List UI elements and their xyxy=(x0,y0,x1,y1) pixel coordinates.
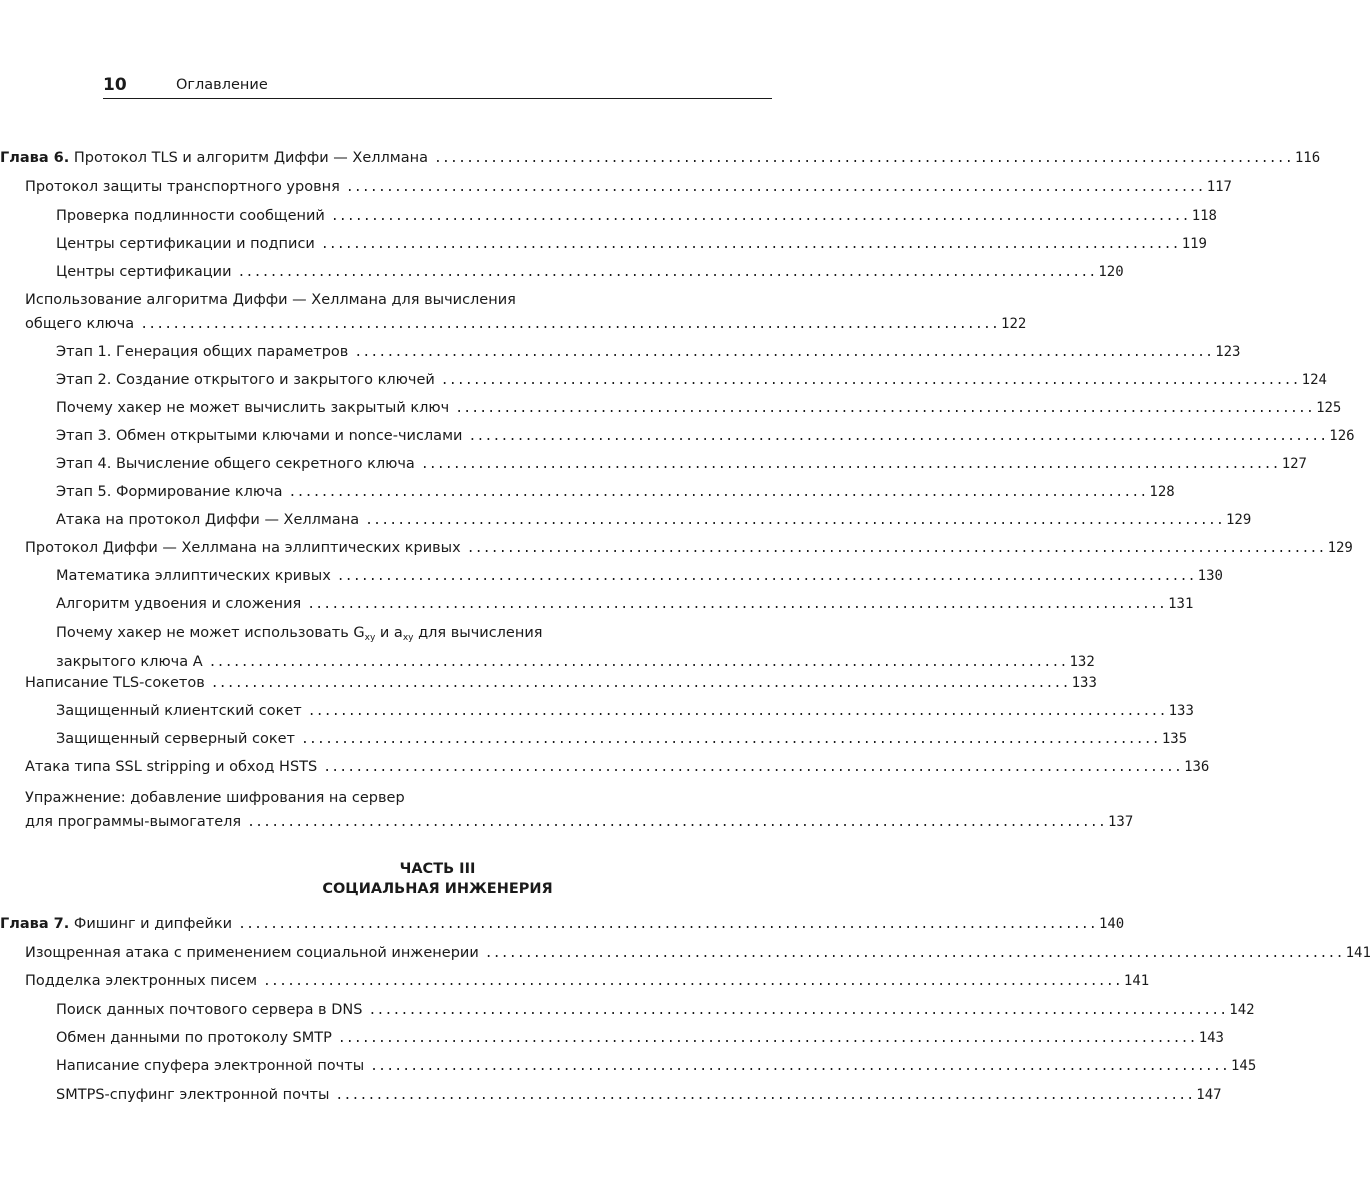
entry-title: Защищенный клиентский сокет xyxy=(56,703,302,719)
page-ref: 141 xyxy=(1123,973,1150,989)
dot-leader: ........................................................................................................... xyxy=(368,1003,1228,1018)
entry-title: Фишинг и дипфейки xyxy=(73,916,233,932)
page-ref: 125 xyxy=(1316,400,1342,416)
page-ref: 132 xyxy=(1069,654,1095,670)
entry-title: Подделка электронных писем xyxy=(25,973,258,989)
entry-title: Написание TLS-сокетов xyxy=(25,675,205,691)
entry-title: общего ключа xyxy=(25,316,135,332)
toc-entry[interactable] xyxy=(0,367,1327,394)
dot-leader: ........................................................................................................... xyxy=(484,946,1344,961)
dot-leader: ........................................................................................................... xyxy=(320,237,1180,252)
page-ref: 145 xyxy=(1231,1058,1257,1074)
page-ref: 122 xyxy=(1001,316,1027,332)
toc-entry[interactable] xyxy=(0,288,1027,337)
page-ref: 127 xyxy=(1281,456,1307,472)
running-title: Оглавление xyxy=(176,77,268,93)
toc-entry[interactable] xyxy=(0,670,1097,697)
toc-entry[interactable] xyxy=(0,997,1255,1024)
toc-entry[interactable] xyxy=(0,479,1175,506)
dot-leader: ........................................................................................................... xyxy=(263,974,1122,989)
toc-entry-chapter-6[interactable] xyxy=(0,145,1321,172)
dot-leader: ........................................................................................................... xyxy=(370,1059,1229,1074)
dot-leader: ........................................................................................................... xyxy=(288,485,1148,500)
toc-entry[interactable] xyxy=(0,423,1355,450)
dot-leader: ........................................................................................................... xyxy=(140,317,1000,332)
entry-title: Поиск данных почтового сервера в DNS xyxy=(56,1002,363,1018)
dot-leader: ........................................................................................................... xyxy=(247,815,1106,830)
entry-title: Этап 3. Обмен открытыми ключами и nonce-числами xyxy=(56,428,463,444)
page-ref: 118 xyxy=(1191,208,1217,224)
toc-entry[interactable] xyxy=(0,726,1188,753)
toc-entry[interactable] xyxy=(0,940,1371,967)
toc-entry[interactable] xyxy=(0,451,1307,478)
dot-leader: ........................................................................................................... xyxy=(335,1088,1195,1103)
entry-title: Проверка подлинности сообщений xyxy=(56,208,325,224)
entry-title-line1: Упражнение: добавление шифрования на сервер xyxy=(25,790,405,806)
entry-title: Изощренная атака с применением социальной инженерии xyxy=(25,945,479,961)
entry-title: Этап 5. Формирование ключа xyxy=(56,484,283,500)
toc-entry[interactable] xyxy=(0,535,1353,562)
entry-title: для программы-вымогателя xyxy=(25,814,242,830)
dot-leader: ........................................................................................................... xyxy=(440,373,1300,388)
entry-title: Обмен данными по протоколу SMTP xyxy=(56,1030,332,1046)
entry-title: Протокол Диффи — Хеллмана на эллиптических кривых xyxy=(25,540,461,556)
entry-title: Математика эллиптических кривых xyxy=(56,568,331,584)
page-ref: 135 xyxy=(1161,731,1188,747)
dot-leader: ........................................................................................................... xyxy=(455,401,1315,416)
toc-entry[interactable] xyxy=(0,563,1223,590)
toc-entry[interactable] xyxy=(0,507,1252,534)
entry-title: Атака типа SSL stripping и обход HSTS xyxy=(25,759,318,775)
dot-leader: ........................................................................................................... xyxy=(238,917,1097,932)
page-ref: 129 xyxy=(1327,540,1353,556)
entry-title-line1: Использование алгоритма Диффи — Хеллмана для вычисления xyxy=(25,292,516,308)
page-ref: 129 xyxy=(1226,512,1252,528)
entry-title: Протокол защиты транспортного уровня xyxy=(25,179,340,195)
page-ref: 131 xyxy=(1168,596,1194,612)
entry-title: Написание спуфера электронной почты xyxy=(56,1058,365,1074)
part-title: СОЦИАЛЬНАЯ ИНЖЕНЕРИЯ xyxy=(322,881,553,897)
toc-entry-chapter-7[interactable] xyxy=(0,911,1125,938)
entry-title: Центры сертификации и подписи xyxy=(56,236,315,252)
entry-title: Центры сертификации xyxy=(56,264,232,280)
toc-entry[interactable] xyxy=(0,754,1210,781)
dot-leader: ........................................................................................................... xyxy=(300,732,1160,747)
entry-title: Этап 2. Создание открытого и закрытого ключей xyxy=(56,372,435,388)
dot-leader: ........................................................................................................... xyxy=(307,597,1167,612)
dot-leader: ........................................................................................................... xyxy=(466,541,1326,556)
dot-leader: ........................................................................................................... xyxy=(237,265,1097,280)
page-ref: 120 xyxy=(1098,264,1124,280)
dot-leader: ........................................................................................................... xyxy=(208,655,1068,670)
page-ref: 133 xyxy=(1168,703,1194,719)
chapter-label: Глава 6. xyxy=(0,150,70,166)
dot-leader: ........................................................................................................... xyxy=(337,1031,1197,1046)
toc-entry[interactable] xyxy=(0,174,1232,201)
page-ref: 140 xyxy=(1098,916,1125,932)
entry-title: SMTPS-спуфинг электронной почты xyxy=(56,1087,330,1103)
page-ref: 133 xyxy=(1071,675,1097,691)
page-ref: 143 xyxy=(1198,1030,1224,1046)
toc-entry[interactable] xyxy=(0,339,1241,366)
dot-leader: ........................................................................................................... xyxy=(365,513,1224,528)
page-ref: 147 xyxy=(1196,1087,1222,1103)
entry-title: Алгоритм удвоения и сложения xyxy=(56,596,302,612)
toc-entry[interactable] xyxy=(0,786,1134,835)
entry-title: Почему хакер не может вычислить закрытый ключ xyxy=(56,400,450,416)
dot-leader: ........................................................................................................... xyxy=(210,676,1070,691)
toc-entry[interactable] xyxy=(0,591,1194,618)
page-ref: 128 xyxy=(1149,484,1175,500)
page-ref: 119 xyxy=(1181,236,1207,252)
page-ref: 124 xyxy=(1301,372,1327,388)
chapter-label: Глава 7. xyxy=(0,916,70,932)
page-ref: 126 xyxy=(1329,428,1355,444)
dot-leader: ........................................................................................................... xyxy=(323,760,1183,775)
dot-leader: ........................................................................................................... xyxy=(420,457,1280,472)
dot-leader: ........................................................................................................... xyxy=(330,209,1190,224)
toc-entry[interactable] xyxy=(0,203,1217,230)
page-ref: 123 xyxy=(1215,344,1241,360)
entry-title: закрытого ключа A xyxy=(56,654,203,670)
toc-entry[interactable] xyxy=(0,395,1342,422)
toc-entry[interactable] xyxy=(0,1053,1257,1080)
page-ref: 142 xyxy=(1229,1002,1255,1018)
toc-entry[interactable] xyxy=(0,259,1124,286)
toc-entry[interactable] xyxy=(0,621,1095,675)
entry-title-line1: Почему хакер не может использовать $G_{xy}$ и $a_{xy}$ для вычисления xyxy=(56,625,543,643)
dot-leader: ........................................................................................................... xyxy=(468,429,1328,444)
toc-entry[interactable] xyxy=(0,1025,1224,1052)
toc-entry[interactable] xyxy=(0,231,1207,258)
running-header xyxy=(103,72,772,99)
part-label: ЧАСТЬ III xyxy=(399,861,476,877)
dot-leader: ........................................................................................................... xyxy=(354,345,1214,360)
page-ref: 137 xyxy=(1107,814,1134,830)
entry-title: Защищенный серверный сокет xyxy=(56,731,295,747)
entry-title: Атака на протокол Диффи — Хеллмана xyxy=(56,512,360,528)
dot-leader: ........................................................................................................... xyxy=(336,569,1196,584)
entry-title: Этап 1. Генерация общих параметров xyxy=(56,344,349,360)
entry-title: Этап 4. Вычисление общего секретного ключа xyxy=(56,456,415,472)
page-ref: 117 xyxy=(1206,179,1232,195)
page-ref: 130 xyxy=(1197,568,1223,584)
page-ref: 136 xyxy=(1184,759,1210,775)
toc-entry[interactable] xyxy=(0,698,1194,725)
page-ref: 116 xyxy=(1294,150,1321,166)
dot-leader: ........................................................................................................... xyxy=(345,180,1205,195)
entry-title: Протокол TLS и алгоритм Диффи — Хеллмана xyxy=(73,150,428,166)
toc-entry[interactable] xyxy=(0,968,1150,995)
page-number: 10 xyxy=(103,75,127,95)
page-ref: 141 xyxy=(1345,945,1371,961)
toc-entry[interactable] xyxy=(0,1082,1222,1109)
dot-leader: ........................................................................................................... xyxy=(307,704,1167,719)
dot-leader: ........................................................................................................... xyxy=(434,151,1293,166)
